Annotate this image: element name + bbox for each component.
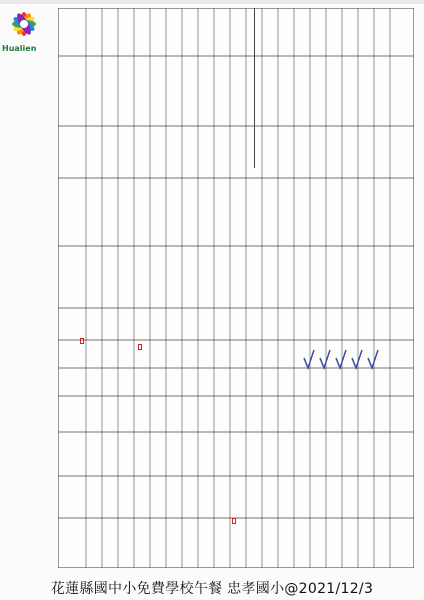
footer-caption: 花蓮縣國中小免費學校午餐 忠孝國小@2021/12/3 <box>50 581 374 597</box>
red-name-stamp <box>80 338 84 344</box>
document-title-band <box>242 8 255 168</box>
logo-text: Hualien <box>2 44 37 53</box>
red-name-stamp <box>232 518 236 524</box>
ledger-table <box>58 8 414 568</box>
hualien-logo-icon <box>4 6 44 46</box>
ledger-grid <box>58 8 414 568</box>
red-name-stamp <box>138 344 142 350</box>
page-top-stripe <box>0 0 424 4</box>
